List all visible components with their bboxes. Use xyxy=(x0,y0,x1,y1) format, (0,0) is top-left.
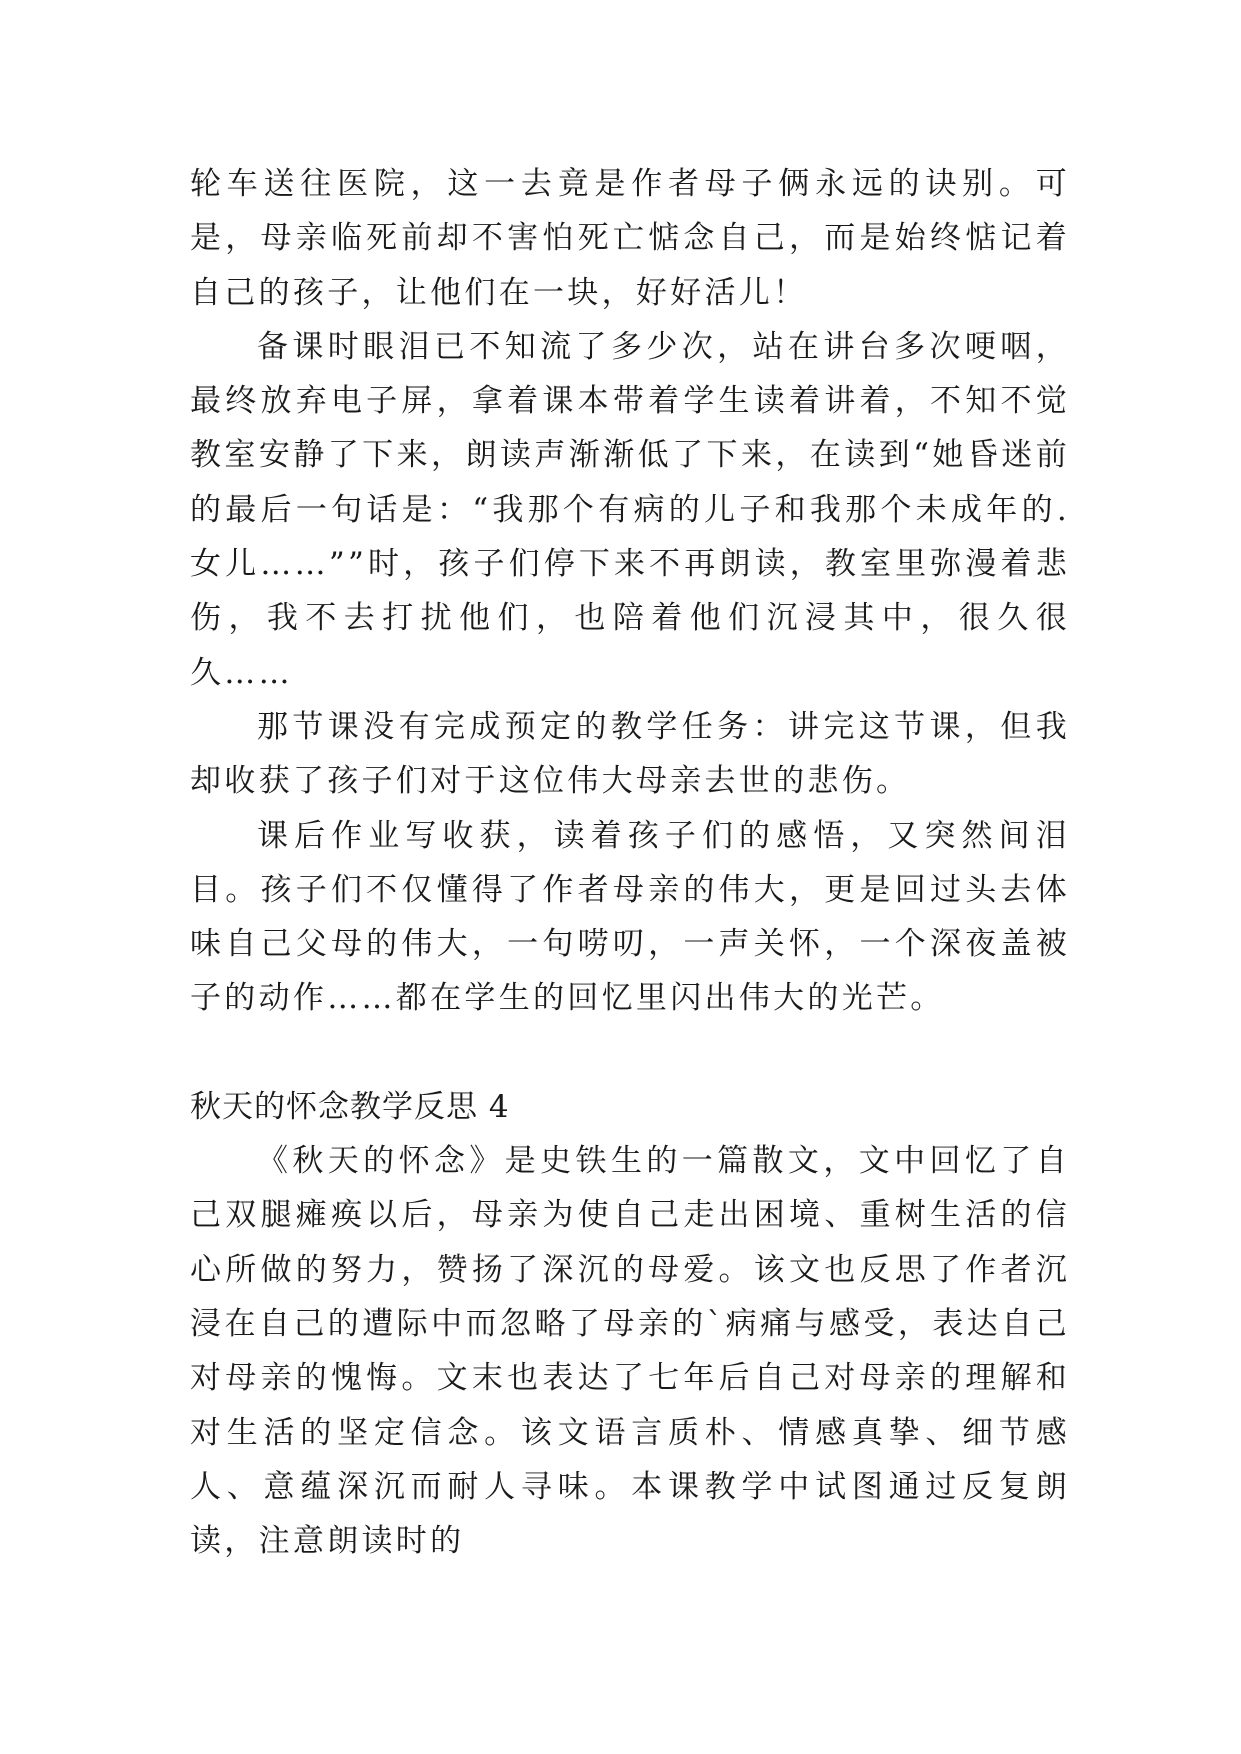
paragraph-5: 《秋天的怀念》是史铁生的一篇散文，文中回忆了自己双腿瘫痪以后，母亲为使自己走出困境、重树生活的信心所做的努力，赞扬了深沉的母爱。该文也反思了作者沉浸在自己的遭际中而忽略了母亲的`病痛与感受，表达自己对母亲的愧悔。文末也表达了七年后自己对母亲的理解和对生活的坚定信念。该文语言质朴、情感真挚、细节感人、意蕴深沉而耐人寻味。本课教学中试图通过反复朗读，注意朗读时的 xyxy=(190,1143,1070,1560)
section-heading: 秋天的怀念教学反思 4 xyxy=(190,1088,510,1125)
paragraph-4: 课后作业写收获，读着孩子们的感悟，又突然间泪目。孩子们不仅懂得了作者母亲的伟大，更是回过头去体味自己父母的伟大，一句唠叨，一声关怀，一个深夜盖被子的动作……都在学生的回忆里闪出伟大的光芒。 xyxy=(190,817,1070,1017)
paragraph-2: 备课时眼泪已不知流了多少次，站在讲台多次哽咽，最终放弃电子屏，拿着课本带着学生读着讲着，不知不觉教室安静了下来，朗读声渐渐低了下来，在读到“她昏迷前的最后一句话是：“我那个有病的儿子和我那个未成年的.女儿……””时，孩子们停下来不再朗读，教室里弥漫着悲伤，我不去打扰他们，也陪着他们沉浸其中，很久很久…… xyxy=(190,328,1070,691)
paragraph-1: 轮车送往医院，这一去竟是作者母子俩永远的诀别。可是，母亲临死前却不害怕死亡惦念自己，而是始终惦记着自己的孩子，让他们在一块，好好活儿！ xyxy=(190,166,1070,311)
document-body xyxy=(190,157,1070,1568)
paragraph-3: 那节课没有完成预定的教学任务：讲完这节课，但我却收获了孩子们对于这位伟大母亲去世的悲伤。 xyxy=(190,708,1070,800)
